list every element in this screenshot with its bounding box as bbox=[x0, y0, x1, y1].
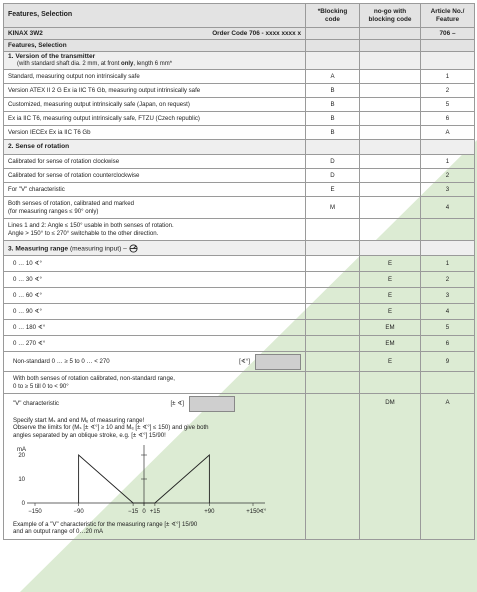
section1-subtitle-a: (with standard shaft dia. 2 mm, at front bbox=[17, 60, 122, 67]
header-features: Features, Selection bbox=[4, 4, 306, 28]
nonstandard-label: Non-standard 0 … ≥ 5 to 0 … < 270 bbox=[13, 357, 110, 365]
x-tick-label: 0 bbox=[142, 509, 146, 516]
y-axis-label: mA bbox=[17, 447, 26, 454]
s3-row-3-label: 0 … 90 ∢° bbox=[4, 304, 306, 320]
s2-row-0-label: Calibrated for sense of rotation clockwise bbox=[4, 155, 306, 169]
s1-row-0-label: Standard, measuring output non intrinsically safe bbox=[4, 70, 306, 84]
header-blocking: *Blocking code bbox=[306, 4, 360, 28]
section1-subtitle-b: only bbox=[121, 60, 134, 67]
s1-row-2-label: Customized, measuring output intrinsically safe (Japan, on request) bbox=[4, 98, 306, 112]
v-char-unit: [± ∢] bbox=[170, 400, 184, 408]
v-char-desc-2: Observe the limits for (Mₛ [± ∢°] ≥ 10 and Mₑ [± ∢°] ≤ 150) and give both bbox=[13, 424, 209, 432]
header-nogo: no-go with blocking code bbox=[360, 4, 421, 28]
section1-subtitle-c: , length 6 mm* bbox=[133, 60, 173, 67]
y-tick-label: 0 bbox=[21, 501, 25, 508]
s1-row-3-label: Ex ia IIC T6, measuring output intrinsically safe, FTZU (Czech republic) bbox=[4, 112, 306, 126]
nonstandard-input[interactable] bbox=[255, 354, 301, 370]
v-char-example-2: and an output range of 0…20 mA bbox=[13, 528, 104, 536]
features-table: Features, Selection *Blocking code no-go with blocking code Article No./ Feature KINAX 3W2 Order Code 706 - xxxx xxxx x 706 – Features, Selection 1. Version of the transmitter (with standard shaft dia. 2 mm, at front only, length 6 mm* Standard, measuring output non intrinsically safe A 1 Version ATEX II 2 G Ex ia IIC T6 Gb, measuring output intrinsically safe B 2 Customized, measuring output intrinsically safe (Japan, on request) B 5 Ex ia IIC T6, measuring output intrinsically safe, FTZU (Czech republic) B 6 Version IECEx Ex ia IIC T6 Gb B A 2. Sense of rotation Calibrated for sense of rotation clockwise D 1 Calibrated for sense of rotation counterclockwise D 2 For "V" characteristic E 3 Both senses of rotation, calibrated and marked (for measuring ranges ≤ 90° only) M 4 Lines 1 and 2: Angle ≤ 150° usable in both senses of rotation. Angle > 150° to ≤ 270° switchable to the other direction. 3. Measuring range (measuring input) – 0 … 10 ∢° E 1 0 … 30 ∢° E 2 0 … 60 ∢° E 3 0 … 90 ∢° E 4 0 … 180 ∢° EM 5 0 … 270 ∢° EM 6 Non-standard 0 … ≥ 5 to 0 … < 270 [∢°] E 9 With both senses of rotation calibrated, non-standard range, 0 to ≥ 5 till 0 to < 90° "V" characteristic [± ∢] Specify start Mₛ and end Mₑ of measuring range! Observe the limits for (Mₛ [± ∢°] ≥ 10 and Mₑ [± ∢°] ≤ 150) and give both angles separated by an oblique stroke, e.g. [± ∢°] 15/90! mA 20 10 0 −150 −90 −15 0 +15 +90 +150 ∢° Example of a "V" characteristic for the measuring range [± ∢°] 15/90 and an output range of 0…20 mA DM A bbox=[3, 3, 475, 540]
s3-row-5-label: 0 … 270 ∢° bbox=[4, 336, 306, 352]
s2-row-2-label: For "V" characteristic bbox=[4, 183, 306, 197]
nonstandard-note-b: 0 to ≥ 5 till 0 to < 90° bbox=[13, 382, 69, 390]
x-tick-label: +15 bbox=[149, 509, 160, 516]
angle-symbol-icon bbox=[129, 244, 138, 253]
v-char-input[interactable] bbox=[189, 396, 235, 412]
nonstandard-unit: [∢°] bbox=[239, 357, 250, 365]
s1-row-4-label: Version IECEx Ex ia IIC T6 Gb bbox=[4, 126, 306, 140]
x-tick-label: −90 bbox=[73, 509, 84, 516]
y-tick-label: 20 bbox=[18, 453, 25, 460]
v-char-example-1: Example of a "V" characteristic for the measuring range [± ∢°] 15/90 bbox=[13, 521, 198, 529]
s2-row-3-label-a: Both senses of rotation, calibrated and marked bbox=[8, 200, 135, 208]
x-tick-label: +90 bbox=[204, 509, 215, 516]
x-axis-label: ∢° bbox=[259, 509, 267, 516]
s2-row-1-label: Calibrated for sense of rotation counterclockwise bbox=[4, 169, 306, 183]
v-char-label: "V" characteristic bbox=[13, 400, 59, 408]
s3-row-4-label: 0 … 180 ∢° bbox=[4, 320, 306, 336]
x-tick-label: +150 bbox=[246, 509, 260, 516]
s2-note-b: Angle > 150° to ≤ 270° switchable to the other direction. bbox=[8, 229, 159, 237]
s1-row-1-label: Version ATEX II 2 G Ex ia IIC T6 Gb, measuring output intrinsically safe bbox=[4, 84, 306, 98]
y-tick-label: 10 bbox=[18, 477, 25, 484]
s2-note-a: Lines 1 and 2: Angle ≤ 150° usable in both senses of rotation. bbox=[8, 222, 174, 230]
s3-row-1-label: 0 … 30 ∢° bbox=[4, 272, 306, 288]
section3-title: 3. Measuring range bbox=[8, 244, 69, 252]
s2-row-3-label-b: (for measuring ranges ≤ 90° only) bbox=[8, 207, 99, 215]
v-char-desc-1: Specify start Mₛ and end Mₑ of measuring range! bbox=[13, 417, 145, 425]
order-code: Order Code 706 - xxxx xxxx x bbox=[212, 29, 301, 37]
section3-subtitle: (measuring input) – bbox=[69, 244, 127, 252]
x-tick-label: −15 bbox=[128, 509, 139, 516]
header-article: Article No./ Feature bbox=[421, 4, 475, 28]
kinax-label: KINAX 3W2 bbox=[8, 29, 43, 37]
x-tick-label: −150 bbox=[28, 509, 42, 516]
s3-row-0-label: 0 … 10 ∢° bbox=[4, 256, 306, 272]
nonstandard-note-a: With both senses of rotation calibrated, non-standard range, bbox=[13, 375, 175, 383]
section1-title: 1. Version of the transmitter bbox=[8, 53, 96, 60]
kinax-feature: 706 – bbox=[421, 28, 475, 40]
v-char-desc-3: angles separated by an oblique stroke, e.g. [± ∢°] 15/90! bbox=[13, 431, 166, 439]
features-selection-label: Features, Selection bbox=[4, 40, 306, 52]
s3-row-2-label: 0 … 60 ∢° bbox=[4, 288, 306, 304]
section2-title: 2. Sense of rotation bbox=[4, 140, 306, 155]
v-characteristic-chart bbox=[13, 441, 303, 519]
